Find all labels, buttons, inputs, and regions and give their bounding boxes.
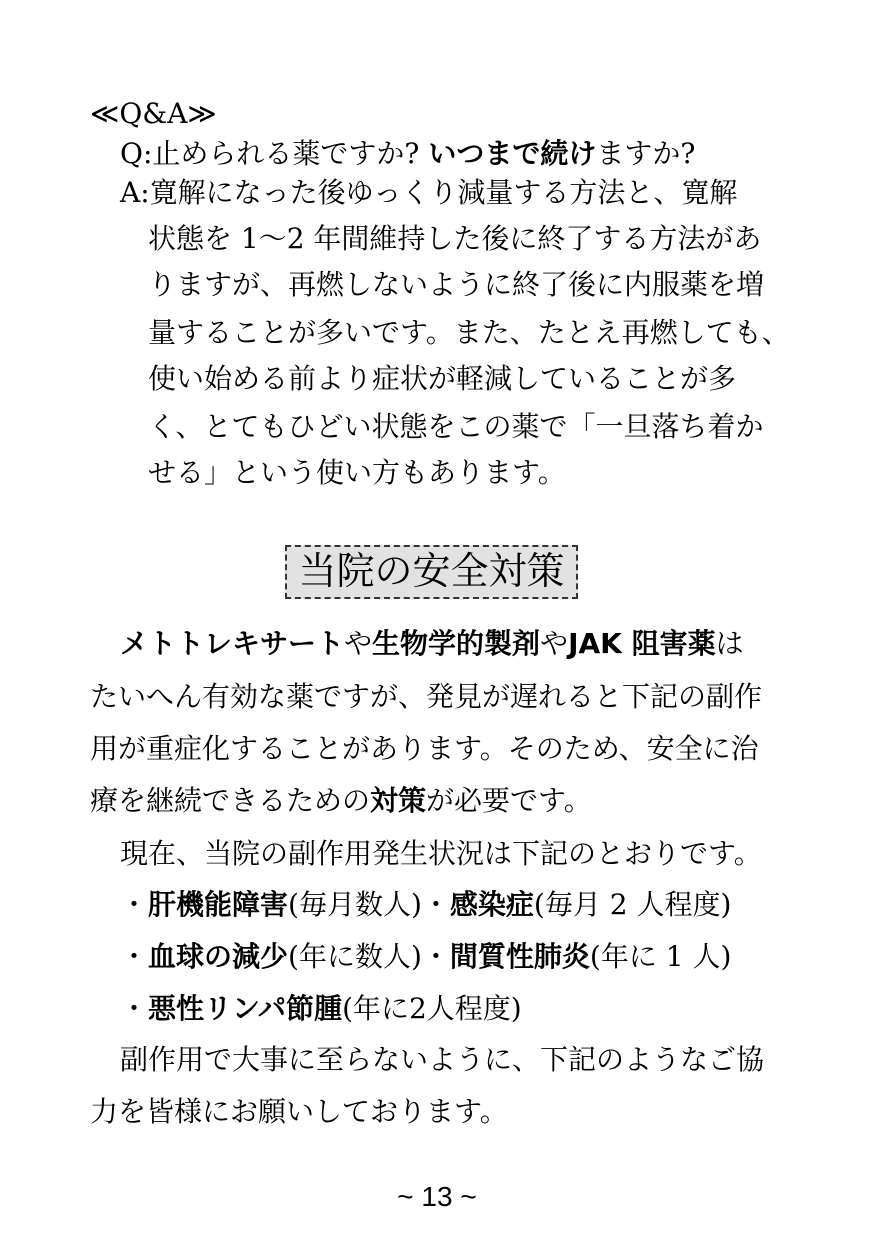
status-line: 現在、当院の副作用発生状況は下記のとおりです。 — [120, 837, 762, 870]
drug-methotrexate: メトトレキサート — [120, 627, 345, 660]
intro-connector: や — [540, 627, 569, 660]
closing-line: 力を皆様にお願いしております。 — [90, 1095, 508, 1128]
qa-answer-line: 状態を 1〜2 年間維持した後に終了する方法があ — [148, 222, 762, 255]
intro-line — [120, 627, 744, 660]
qa-answer-line: りますが、再燃しないように終了後に内服薬を増 — [148, 268, 765, 301]
intro-text: が必要です。 — [426, 784, 592, 817]
intro-line — [90, 784, 592, 817]
question-suffix: ますか? — [596, 137, 696, 170]
qa-answer-line: A:寛解になった後ゆっくり減量する方法と、寛解 — [120, 176, 738, 209]
bullet: ・ — [421, 888, 450, 921]
side-effect-name: 間質性肺炎 — [449, 940, 590, 973]
question-emphasis: いつまで続け — [428, 137, 597, 170]
intro-connector: や — [344, 627, 373, 660]
intro-text: 療を継続できるための — [90, 784, 371, 817]
side-effect-item — [120, 940, 732, 973]
qa-answer-line: 使い始める前より症状が軽減していることが多 — [148, 362, 737, 395]
qa-answer-line: く、とてもひどい状態をこの薬で「一旦落ち着か — [148, 410, 764, 443]
page-number: ~ 13 ~ — [397, 1181, 477, 1212]
side-effect-item — [120, 888, 732, 921]
bullet: ・ — [120, 940, 149, 973]
question-text: Q:止められる薬ですか? — [120, 137, 429, 170]
intro-line: 用が重症化することがあります。そのため、安全に治 — [90, 732, 759, 765]
qa-question — [120, 137, 696, 170]
drug-biologics: 生物学的製剤 — [372, 627, 541, 660]
intro-connector: は — [715, 627, 744, 660]
side-effect-frequency: (毎月 2 人程度) — [533, 888, 732, 921]
side-effect-frequency: (毎月数人) — [288, 888, 422, 921]
qa-answer-line: せる」という使い方もあります。 — [148, 456, 566, 489]
drug-jak-inhibitor: JAK 阻害薬 — [568, 627, 716, 660]
intro-emphasis: 対策 — [370, 784, 427, 817]
closing-line: 副作用で大事に至らないように、下記のようなご協 — [120, 1043, 765, 1076]
bullet: ・ — [421, 940, 450, 973]
qa-title: ≪Q&A≫ — [90, 97, 217, 130]
side-effect-name: 感染症 — [449, 888, 534, 921]
side-effect-name: 悪性リンパ節腫 — [148, 992, 343, 1025]
bullet: ・ — [120, 992, 149, 1025]
bullet: ・ — [120, 888, 149, 921]
intro-line: たいへん有効な薬ですが、発見が遅れると下記の副作 — [90, 680, 763, 713]
side-effect-frequency: (年に 1 人) — [589, 940, 732, 973]
side-effect-name: 血球の減少 — [148, 940, 289, 973]
section-heading: 当院の安全対策 — [298, 549, 565, 593]
side-effect-frequency: (年に2人程度) — [342, 992, 522, 1025]
qa-answer-line: 量することが多いです。また、たとえ再燃しても、 — [148, 316, 790, 349]
side-effect-item — [120, 992, 522, 1025]
side-effect-name: 肝機能障害 — [148, 888, 289, 921]
side-effect-frequency: (年に数人) — [288, 940, 422, 973]
